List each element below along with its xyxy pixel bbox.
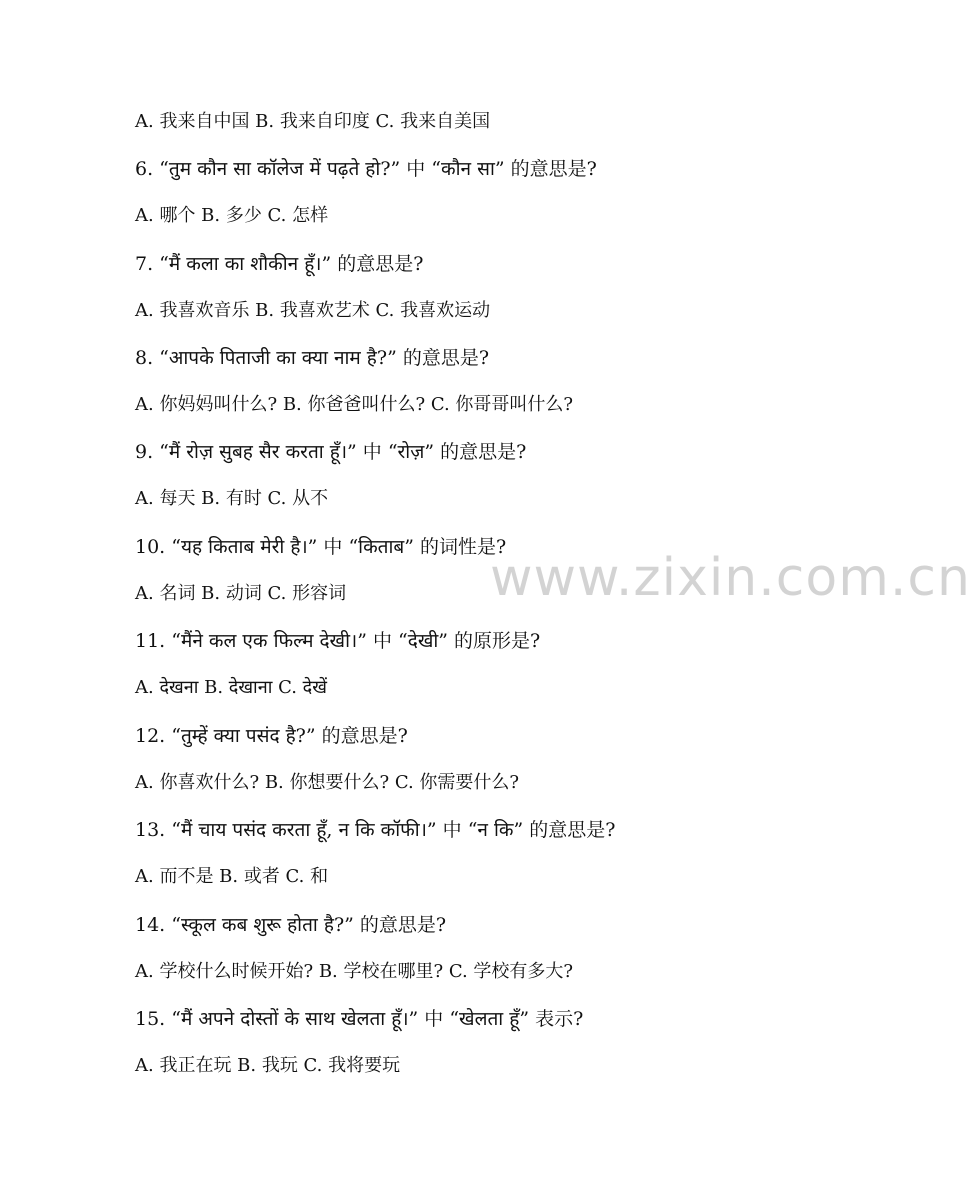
options-12: A. 你喜欢什么? B. 你想要什么? C. 你需要什么? xyxy=(135,772,520,793)
watermark-text: www.zixin.com.cn xyxy=(490,548,971,608)
options-5: A. 我来自中国 B. 我来自印度 C. 我来自美国 xyxy=(135,111,491,132)
options-14: A. 学校什么时候开始? B. 学校在哪里? C. 学校有多大? xyxy=(135,961,574,982)
question-15: 15. “मैं अपने दोस्तों के साथ खेलता हूँ।” 中 “खेलता हूँ” 表示? xyxy=(135,1008,584,1030)
options-7: A. 我喜欢音乐 B. 我喜欢艺术 C. 我喜欢运动 xyxy=(135,300,491,321)
options-8: A. 你妈妈叫什么? B. 你爸爸叫什么? C. 你哥哥叫什么? xyxy=(135,394,574,415)
options-13: A. 而不是 B. 或者 C. 和 xyxy=(135,866,329,887)
options-10: A. 名词 B. 动词 C. 形容词 xyxy=(135,583,347,604)
question-8: 8. “आपके पिताजी का क्या नाम है?” 的意思是? xyxy=(135,347,490,369)
question-12: 12. “तुम्हें क्या पसंद है?” 的意思是? xyxy=(135,725,408,747)
question-14: 14. “स्कूल कब शुरू होता है?” 的意思是? xyxy=(135,914,447,936)
question-10: 10. “यह किताब मेरी है।” 中 “किताब” 的词性是? xyxy=(135,536,507,558)
question-6: 6. “तुम कौन सा कॉलेज में पढ़ते हो?” 中 “कौन सा” 的意思是? xyxy=(135,158,597,180)
options-11: A. देखना B. देखाना C. देखें xyxy=(135,677,327,698)
question-7: 7. “मैं कला का शौकीन हूँ।” 的意思是? xyxy=(135,253,424,275)
options-15: A. 我正在玩 B. 我玩 C. 我将要玩 xyxy=(135,1055,401,1076)
options-9: A. 每天 B. 有时 C. 从不 xyxy=(135,488,329,509)
question-13: 13. “मैं चाय पसंद करता हूँ, न कि कॉफी।” 中 “न कि” 的意思是? xyxy=(135,819,616,841)
options-6: A. 哪个 B. 多少 C. 怎样 xyxy=(135,205,329,226)
question-9: 9. “मैं रोज़ सुबह सैर करता हूँ।” 中 “रोज़” 的意思是? xyxy=(135,441,527,463)
question-11: 11. “मैंने कल एक फिल्म देखी।” 中 “देखी” 的原形是? xyxy=(135,630,541,652)
